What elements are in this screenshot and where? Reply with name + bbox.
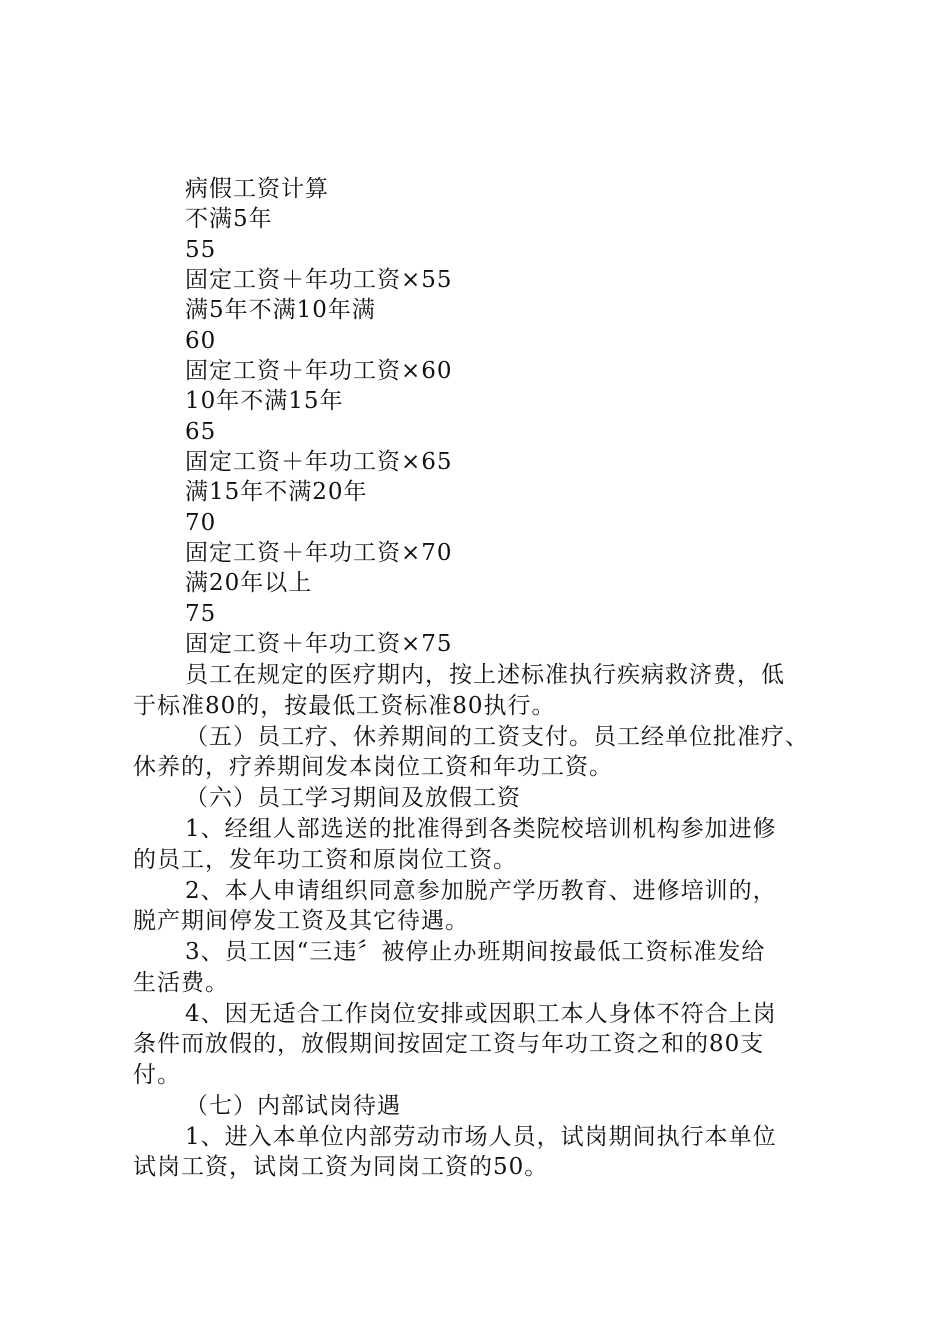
paragraph-line: 试岗工资，试岗工资为同岗工资的50。 <box>133 1154 549 1180</box>
paragraph-line: 3、员工因“三违〞被停止办班期间按最低工资标准发给 <box>185 939 766 965</box>
table-row-over-20-years: 满20年以上 <box>185 570 313 596</box>
paragraph-line: 于标准80的，按最低工资标准80执行。 <box>133 693 556 719</box>
table-row-formula-55: 固定工资＋年功工资×55 <box>185 267 453 293</box>
section-heading-five: （五）员工疗、休养期间的工资支付。员工经单位批准疗、 <box>185 724 809 750</box>
paragraph-line: 2、本人申请组织同意参加脱产学历教育、进修培训的， <box>185 878 777 904</box>
paragraph-line: 1、进入本单位内部劳动市场人员，试岗期间执行本单位 <box>185 1124 777 1150</box>
table-row-rate-60: 60 <box>185 328 217 354</box>
table-row-rate-55: 55 <box>185 237 217 263</box>
table-row-5-to-10-years: 满5年不满10年满 <box>185 297 376 323</box>
table-row-rate-75: 75 <box>185 601 217 627</box>
table-row-formula-70: 固定工资＋年功工资×70 <box>185 540 453 566</box>
paragraph-line: 4、因无适合工作岗位安排或因职工本人身体不符合上岗 <box>185 1001 777 1027</box>
table-row-sick-pay-header: 病假工资计算 <box>185 176 329 202</box>
table-row-formula-75: 固定工资＋年功工资×75 <box>185 631 453 657</box>
paragraph-line: 休养的，疗养期间发本岗位工资和年功工资。 <box>133 754 613 780</box>
table-row-rate-65: 65 <box>185 419 217 445</box>
section-heading-seven: （七）内部试岗待遇 <box>185 1093 401 1119</box>
section-heading-six: （六）员工学习期间及放假工资 <box>185 785 521 811</box>
paragraph-line: 付。 <box>133 1062 181 1088</box>
table-row-formula-60: 固定工资＋年功工资×60 <box>185 358 453 384</box>
paragraph-line: 1、经组人部选送的批准得到各类院校培训机构参加进修 <box>185 816 777 842</box>
paragraph-line: 条件而放假的，放假期间按固定工资与年功工资之和的80支 <box>133 1031 765 1057</box>
table-row-10-to-15-years: 10年不满15年 <box>185 388 344 414</box>
paragraph-line: 脱产期间停发工资及其它待遇。 <box>133 908 469 934</box>
paragraph-line: 的员工，发年功工资和原岗位工资。 <box>133 847 517 873</box>
table-row-under-5-years: 不满5年 <box>185 206 273 232</box>
table-row-15-to-20-years: 满15年不满20年 <box>185 479 368 505</box>
table-row-rate-70: 70 <box>185 510 217 536</box>
paragraph-line: 生活费。 <box>133 970 229 996</box>
paragraph-line: 员工在规定的医疗期内，按上述标准执行疾病救济费，低 <box>185 662 785 688</box>
table-row-formula-65: 固定工资＋年功工资×65 <box>185 449 453 475</box>
